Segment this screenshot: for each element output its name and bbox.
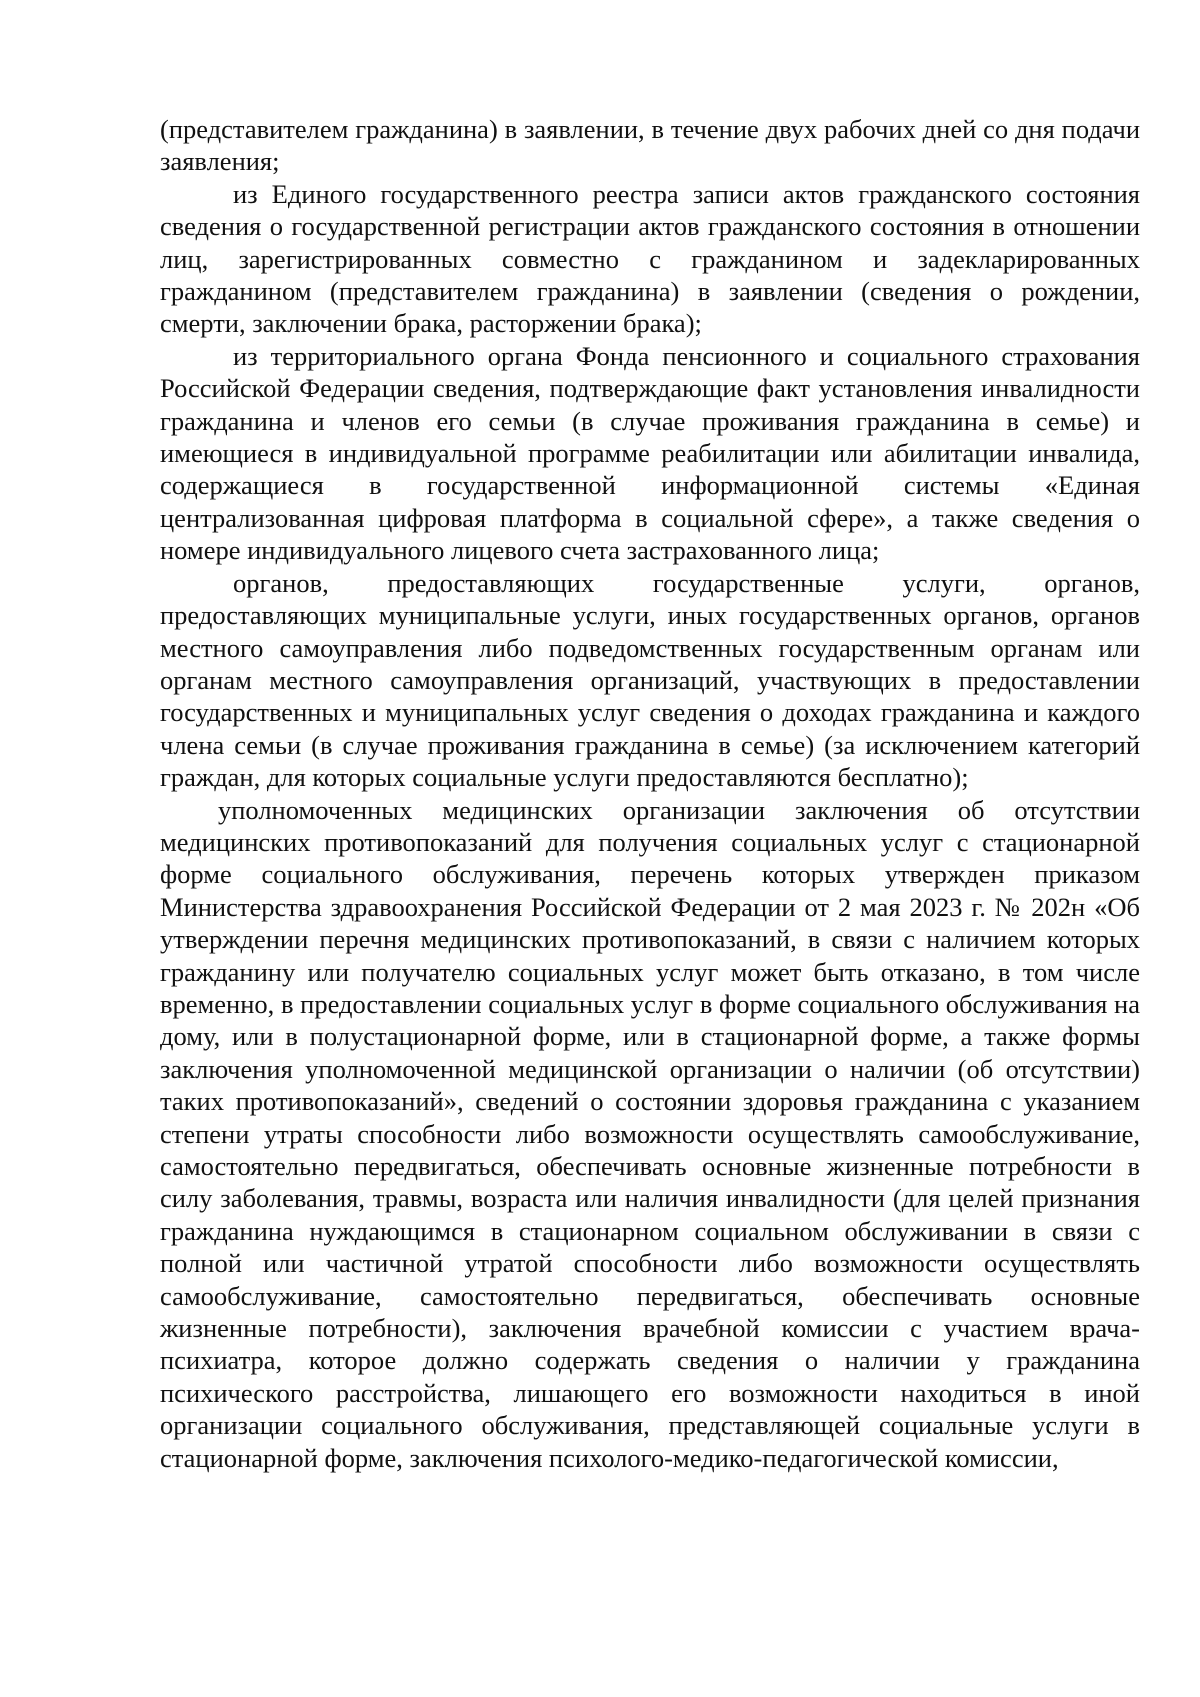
document-body [160,113,1140,1474]
paragraph-government-bodies: органов, предоставляющих государственные услуги, органов, предоставляющих муниципальные услуги, иных государственных органов, органов местного самоуправления либо подведомственных государственным органам или органам местного самоуправления организаций, участвующих в предоставлении государственных и муниципальных услуг сведения о доходах гражданина и каждого члена семьи (в случае проживания гражданина в семье) (за исключением категорий граждан, для которых социальные услуги предоставляются бесплатно); [160,567,1140,793]
paragraph-pension-fund: из территориального органа Фонда пенсионного и социального страхования Российской Федерации сведения, подтверждающие факт установления инвалидности гражданина и членов его семьи (в случае проживания гражданина в семье) и имеющиеся в индивидуальной программе реабилитации или абилитации инвалида, содержащиеся в государственной информационной системы «Единая централизованная цифровая платформа в социальной сфере», а также сведения о номере индивидуального лицевого счета застрахованного лица; [160,340,1140,566]
paragraph-civil-registry: из Единого государственного реестра записи актов гражданского состояния сведения о государственной регистрации актов гражданского состояния в отношении лиц, зарегистрированных совместно с гражданином и задекларированных гражданином (представителем гражданина) в заявлении (сведения о рождении, смерти, заключении брака, расторжении брака); [160,178,1140,339]
paragraph-continuation: (представителем гражданина) в заявлении, в течение двух рабочих дней со дня подачи заявления; [160,114,1140,177]
paragraph-medical-organizations: уполномоченных медицинских организации заключения об отсутствии медицинских противопоказаний для получения социальных услуг с стационарной форме социального обслуживания, перечень которых утвержден приказом Министерства здравоохранения Российской Федерации от 2 мая 2023 г. № 202н «Об утверждении перечня медицинских противопоказаний, в связи с наличием которых гражданину или получателю социальных услуг может быть отказано, в том числе временно, в предоставлении социальных услуг в форме социального обслуживания на дому, или в полустационарной форме, или в стационарной форме, а также формы заключения уполномоченной медицинской организации о наличии (об отсутствии) таких противопоказаний», сведений о состоянии здоровья гражданина с указанием степени утраты способности либо возможности осуществлять самообслуживание, самостоятельно передвигаться, обеспечивать основные жизненные потребности в силу заболевания, травмы, возраста или наличия инвалидности (для целей признания гражданина нуждающимся в стационарном социальном обслуживании в связи с полной или частичной утратой способности либо возможности осуществлять самообслуживание, самостоятельно передвигаться, обеспечивать основные жизненные потребности), заключения врачебной комиссии с участием врача-психиатра, которое должно содержать сведения о наличии у гражданина психического расстройства, лишающего его возможности находиться в иной организации социального обслуживания, представляющей социальные услуги в стационарной форме, заключения психолого-медико-педагогической комиссии, [160,794,1140,1473]
